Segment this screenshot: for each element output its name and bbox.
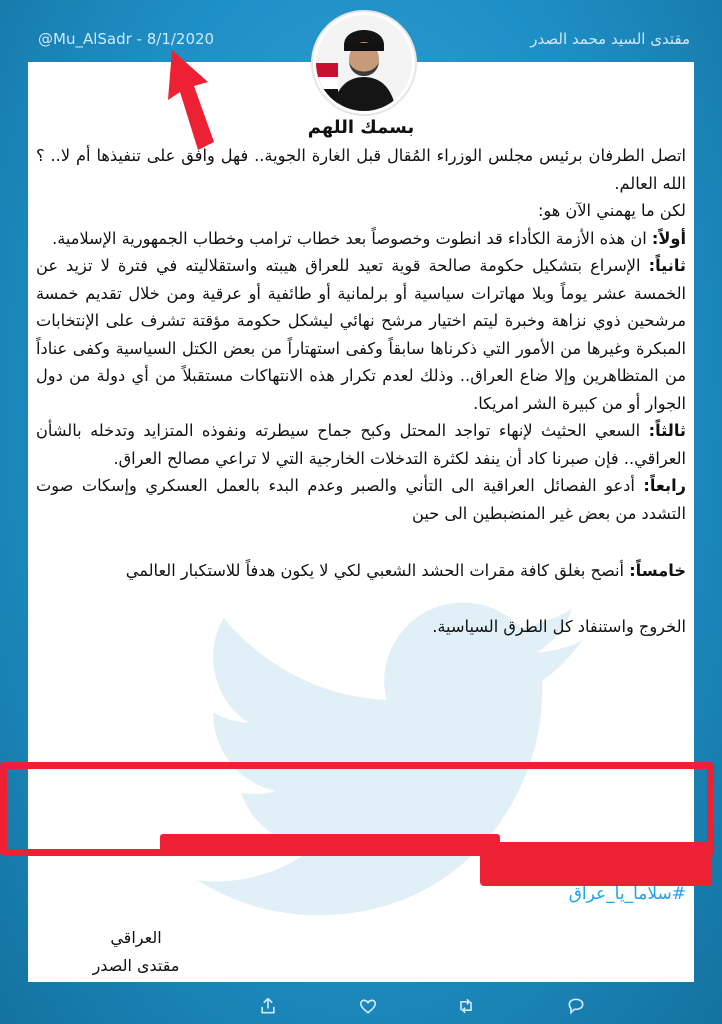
hashtag-link[interactable]: #سلاما_يا_عراق [568, 884, 686, 904]
paragraph-fifth: خامساً: أنصح بغلق كافة مقرات الحشد الشعبي لكي لا يكون هدفاً للاستكبار العالمي [125, 561, 686, 580]
paragraph-lead: لكن ما يهمني الآن هو: [537, 201, 686, 220]
signature-line-2: مقتدى الصدر [92, 956, 180, 975]
paragraph-closing: الخروج واستنفاد كل الطرق السياسية. [432, 616, 686, 636]
like-icon[interactable] [358, 996, 378, 1016]
paragraph-third: ثالثاً: السعي الحثيث لإنهاء تواجد المحتل وكبح جماح سيطرته ونفوذه المتزايد وتدخله بالشأن العراقي.. فإن صبرنا كاد أن ينفد لكثرة التدخلات الخارجية التي لا تراعي مصالح العراق. [36, 421, 686, 468]
signature-line-1: العراقي [110, 928, 162, 947]
reply-icon[interactable] [566, 996, 586, 1016]
paragraph-first: أولاً: ان هذه الأزمة الكأداء قد انطوت وخصوصاً بعد خطاب ترامب وخطاب الجمهورية الإسلامية. [52, 228, 686, 248]
share-icon[interactable] [258, 996, 278, 1016]
highlight-box [0, 762, 714, 856]
paragraph-intro: اتصل الطرفان برئيس مجلس الوزراء المُقال قبل الغارة الجوية.. فهل وافق على تنفيذها أم لا.. ؟ الله العالم. [36, 146, 686, 193]
handle-date: @Mu_AlSadr - 8/1/2020 [38, 30, 215, 48]
avatar-portrait-icon [316, 15, 412, 111]
account-name: مقتدى السيد محمد الصدر [530, 30, 690, 48]
arrow-up-icon [150, 42, 220, 154]
paragraph-second: ثانياً: الإسراع بتشكيل حكومة صالحة قوية تعيد للعراق هيبته واستقلاليته في فترة لا تزيد عن الخمسة عشر يوماً وبلا مهاترات سياسية أو برلمانية أو طائفية أو عرقية ومن خلال تقديم خمسة مرشحين ذوي نزاهة وخبرة ليتم اختيار مرشح نهائي ليشكل حكومة مؤقتة تشرف على الإنتخابات المبكرة وغيرها من الأمور التي ذكرناها سابقاً وكفى استهتاراً من بعض الكتل السياسية وكفى عناداً من المتظاهرين وإلا ضاع العراق.. وذلك لعدم تكرار هذه الانتهاكات مستقبلاً من أي دولة من دول الجوار أو من كبيرة الشر امريكا. [36, 256, 686, 413]
paragraph-fourth: رابعاً: أدعو الفصائل العراقية الى التأني والصبر وعدم البدء بالعمل العسكري وإسكات صوت التشدد من بعض غير المنضبطين الى حين [36, 476, 686, 523]
post-title: بسمك اللهم [307, 117, 415, 138]
retweet-icon[interactable] [456, 996, 476, 1016]
tweet-actions [0, 996, 722, 1016]
avatar[interactable] [313, 12, 415, 114]
signature [66, 924, 206, 980]
post-body [36, 142, 686, 640]
